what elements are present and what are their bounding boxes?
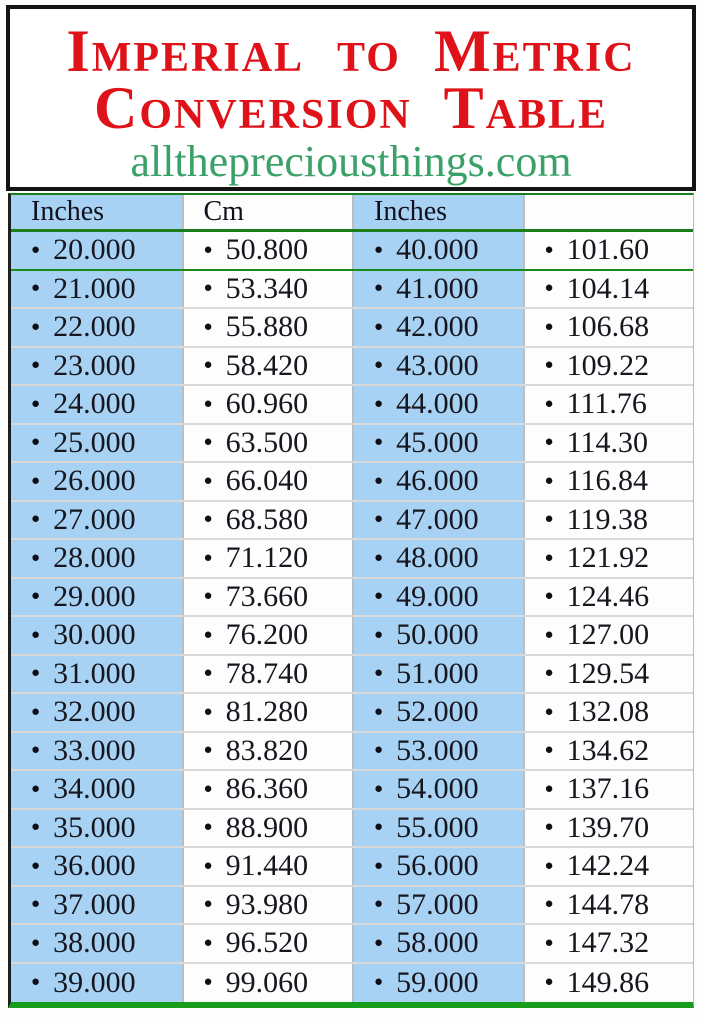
table-row: [11, 425, 693, 464]
cm-right-cell: [523, 502, 694, 539]
table-row: [11, 771, 693, 810]
bullet-icon: ●: [203, 395, 213, 412]
bullet-icon: ●: [203, 780, 213, 797]
cm-right-cell: [523, 386, 694, 423]
cell-value: 25.000: [53, 425, 136, 459]
cm-left-cell: [182, 656, 353, 693]
cell-value: 127.00: [566, 618, 650, 652]
bullet-icon: ●: [203, 357, 213, 374]
inches-right-cell: [352, 887, 523, 924]
cell-value: 56.000: [396, 849, 479, 883]
inches-right-cell: [352, 964, 523, 1003]
bullet-icon: ●: [31, 742, 41, 759]
bullet-icon: ●: [374, 472, 384, 489]
bullet-icon: ●: [544, 896, 554, 913]
cell-value: 147.32: [566, 926, 650, 960]
cell-value: 32.000: [53, 695, 136, 729]
table-row: [11, 348, 693, 387]
table-header-row: [11, 195, 693, 232]
cm-right-cell: [523, 425, 694, 462]
inches-right-cell: [352, 810, 523, 847]
cell-value: 24.000: [53, 387, 136, 421]
cm-left-cell: [182, 540, 353, 577]
bullet-icon: ●: [31, 626, 41, 643]
inches-left-cell: [11, 656, 182, 693]
bullet-icon: ●: [31, 588, 41, 605]
bullet-icon: ●: [203, 819, 213, 836]
inches-left-cell: [11, 502, 182, 539]
inches-right-cell: [352, 502, 523, 539]
inches-left-cell: [11, 733, 182, 770]
bullet-icon: ●: [374, 280, 384, 297]
bullet-icon: ●: [31, 665, 41, 682]
bullet-icon: ●: [31, 974, 41, 991]
inches-right-cell: [352, 271, 523, 308]
bullet-icon: ●: [31, 280, 41, 297]
cell-value: 86.360: [225, 772, 309, 806]
bullet-icon: ●: [374, 819, 384, 836]
bullet-icon: ●: [203, 549, 213, 566]
cell-value: 106.68: [566, 310, 650, 344]
table-row: [11, 232, 693, 271]
cell-value: 71.120: [225, 541, 309, 575]
inches-left-cell: [11, 579, 182, 616]
cell-value: 39.000: [53, 965, 136, 999]
inches-right-cell: [352, 694, 523, 731]
header-cell-cm-left: Cm: [182, 195, 353, 229]
cell-value: 44.000: [396, 387, 479, 421]
cm-right-cell: [523, 771, 694, 808]
cm-right-cell: [523, 309, 694, 346]
cell-value: 66.040: [225, 464, 309, 498]
bullet-icon: ●: [31, 318, 41, 335]
bullet-icon: ●: [544, 703, 554, 720]
inches-left-cell: [11, 964, 182, 1003]
cm-right-cell: [523, 463, 694, 500]
cell-value: 144.78: [566, 887, 650, 921]
inches-right-cell: [352, 386, 523, 423]
bullet-icon: ●: [31, 395, 41, 412]
cell-value: 149.86: [566, 965, 650, 999]
cell-value: 93.980: [225, 887, 309, 921]
cell-value: 83.820: [225, 733, 309, 767]
cell-value: 76.200: [225, 618, 309, 652]
bullet-icon: ●: [374, 857, 384, 874]
cm-right-cell: [523, 271, 694, 308]
cm-left-cell: [182, 271, 353, 308]
cm-right-cell: [523, 887, 694, 924]
cm-left-cell: [182, 733, 353, 770]
cell-value: 58.420: [225, 348, 309, 382]
cell-value: 134.62: [566, 733, 650, 767]
cm-right-cell: [523, 540, 694, 577]
bullet-icon: ●: [544, 665, 554, 682]
cell-value: 88.900: [225, 810, 309, 844]
inches-left-cell: [11, 348, 182, 385]
cell-value: 81.280: [225, 695, 309, 729]
cm-right-cell: [523, 579, 694, 616]
cell-value: 50.800: [225, 233, 309, 267]
bullet-icon: ●: [203, 742, 213, 759]
cm-right-cell: [523, 810, 694, 847]
bullet-icon: ●: [544, 549, 554, 566]
page-title-line-2: Conversion Table: [93, 75, 609, 141]
bullet-icon: ●: [203, 241, 213, 258]
cell-value: 28.000: [53, 541, 136, 575]
bullet-icon: ●: [31, 434, 41, 451]
inches-left-cell: [11, 810, 182, 847]
cell-value: 29.000: [53, 579, 136, 613]
cell-value: 137.16: [566, 772, 650, 806]
cm-left-cell: [182, 232, 353, 269]
table-row: [11, 887, 693, 926]
cell-value: 37.000: [53, 887, 136, 921]
inches-left-cell: [11, 887, 182, 924]
inches-left-cell: [11, 309, 182, 346]
cell-value: 27.000: [53, 502, 136, 536]
header-cell-inches-right: Inches: [352, 195, 523, 229]
cm-right-cell: [523, 232, 694, 269]
inches-right-cell: [352, 309, 523, 346]
bullet-icon: ●: [203, 472, 213, 489]
cell-value: 22.000: [53, 310, 136, 344]
inches-right-cell: [352, 771, 523, 808]
cm-right-cell: [523, 694, 694, 731]
cell-value: 46.000: [396, 464, 479, 498]
inches-left-cell: [11, 617, 182, 654]
cell-value: 116.84: [566, 464, 648, 498]
table-row: [11, 579, 693, 618]
bullet-icon: ●: [203, 703, 213, 720]
table-row: [11, 848, 693, 887]
cm-left-cell: [182, 925, 353, 962]
cm-left-cell: [182, 309, 353, 346]
inches-right-cell: [352, 425, 523, 462]
inches-right-cell: [352, 232, 523, 269]
inches-left-cell: [11, 463, 182, 500]
cell-value: 40.000: [396, 233, 479, 267]
page-title-line-1: Imperial to Metric: [66, 18, 636, 84]
cell-value: 26.000: [53, 464, 136, 498]
inches-right-cell: [352, 540, 523, 577]
cell-value: 34.000: [53, 772, 136, 806]
header-cell-cm-right: [523, 195, 694, 229]
cell-value: 58.000: [396, 926, 479, 960]
cm-left-cell: [182, 579, 353, 616]
cell-value: 78.740: [225, 656, 309, 690]
cell-value: 129.54: [566, 656, 650, 690]
cell-value: 139.70: [566, 810, 650, 844]
inches-right-cell: [352, 617, 523, 654]
cell-value: 59.000: [396, 965, 479, 999]
table-body: [11, 232, 693, 1002]
table-row: [11, 617, 693, 656]
cm-right-cell: [523, 964, 694, 1003]
bullet-icon: ●: [374, 434, 384, 451]
bullet-icon: ●: [374, 896, 384, 913]
cell-value: 21.000: [53, 271, 136, 305]
cell-value: 121.92: [566, 541, 650, 575]
bullet-icon: ●: [544, 974, 554, 991]
bullet-icon: ●: [31, 357, 41, 374]
bullet-icon: ●: [203, 511, 213, 528]
bullet-icon: ●: [203, 588, 213, 605]
header-cell-inches-left: Inches: [11, 195, 182, 229]
bullet-icon: ●: [31, 857, 41, 874]
cm-left-cell: [182, 964, 353, 1003]
bullet-icon: ●: [374, 780, 384, 797]
inches-left-cell: [11, 540, 182, 577]
bullet-icon: ●: [203, 974, 213, 991]
inches-right-cell: [352, 463, 523, 500]
cm-left-cell: [182, 463, 353, 500]
bullet-icon: ●: [544, 434, 554, 451]
cell-value: 124.46: [566, 579, 650, 613]
cell-value: 119.38: [566, 502, 648, 536]
cell-value: 91.440: [225, 849, 309, 883]
cm-left-cell: [182, 848, 353, 885]
bullet-icon: ●: [544, 819, 554, 836]
inches-right-cell: [352, 925, 523, 962]
bullet-icon: ●: [31, 934, 41, 951]
cell-value: 111.76: [566, 387, 647, 421]
inches-left-cell: [11, 694, 182, 731]
bullet-icon: ●: [31, 896, 41, 913]
table-row: [11, 656, 693, 695]
cell-value: 132.08: [566, 695, 650, 729]
inches-right-cell: [352, 348, 523, 385]
cell-value: 48.000: [396, 541, 479, 575]
table-row: [11, 964, 693, 1003]
bullet-icon: ●: [203, 857, 213, 874]
inches-left-cell: [11, 925, 182, 962]
table-row: [11, 271, 693, 310]
bullet-icon: ●: [544, 241, 554, 258]
cell-value: 114.30: [566, 425, 648, 459]
bullet-icon: ●: [203, 665, 213, 682]
bullet-icon: ●: [374, 588, 384, 605]
bullet-icon: ●: [544, 857, 554, 874]
bullet-icon: ●: [374, 549, 384, 566]
bullet-icon: ●: [374, 742, 384, 759]
table-row: [11, 463, 693, 502]
cell-value: 50.000: [396, 618, 479, 652]
bullet-icon: ●: [374, 357, 384, 374]
bullet-icon: ●: [544, 742, 554, 759]
cell-value: 38.000: [53, 926, 136, 960]
cell-value: 41.000: [396, 271, 479, 305]
bullet-icon: ●: [374, 626, 384, 643]
cm-left-cell: [182, 617, 353, 654]
cell-value: 96.520: [225, 926, 309, 960]
bullet-icon: ●: [374, 703, 384, 720]
cell-value: 31.000: [53, 656, 136, 690]
inches-left-cell: [11, 771, 182, 808]
bullet-icon: ●: [31, 703, 41, 720]
cell-value: 43.000: [396, 348, 479, 382]
cell-value: 23.000: [53, 348, 136, 382]
bullet-icon: ●: [544, 780, 554, 797]
bullet-icon: ●: [203, 318, 213, 335]
cm-right-cell: [523, 925, 694, 962]
cell-value: 42.000: [396, 310, 479, 344]
inches-left-cell: [11, 848, 182, 885]
inches-left-cell: [11, 232, 182, 269]
bullet-icon: ●: [544, 626, 554, 643]
bullet-icon: ●: [544, 472, 554, 489]
cell-value: 73.660: [225, 579, 309, 613]
bullet-icon: ●: [203, 280, 213, 297]
bullet-icon: ●: [31, 549, 41, 566]
bullet-icon: ●: [31, 819, 41, 836]
cell-value: 35.000: [53, 810, 136, 844]
cell-value: 36.000: [53, 849, 136, 883]
bullet-icon: ●: [374, 934, 384, 951]
cm-left-cell: [182, 771, 353, 808]
bullet-icon: ●: [31, 472, 41, 489]
conversion-table: [8, 193, 694, 1008]
cell-value: 53.000: [396, 733, 479, 767]
cm-right-cell: [523, 348, 694, 385]
bullet-icon: ●: [374, 511, 384, 528]
bullet-icon: ●: [374, 241, 384, 258]
cell-value: 57.000: [396, 887, 479, 921]
cm-left-cell: [182, 502, 353, 539]
inches-left-cell: [11, 271, 182, 308]
bullet-icon: ●: [544, 934, 554, 951]
bullet-icon: ●: [544, 357, 554, 374]
bullet-icon: ●: [203, 934, 213, 951]
cell-value: 52.000: [396, 695, 479, 729]
cm-right-cell: [523, 848, 694, 885]
table-row: [11, 386, 693, 425]
bullet-icon: ●: [203, 434, 213, 451]
bullet-icon: ●: [374, 665, 384, 682]
cell-value: 47.000: [396, 502, 479, 536]
cell-value: 33.000: [53, 733, 136, 767]
cm-left-cell: [182, 887, 353, 924]
table-row: [11, 309, 693, 348]
bullet-icon: ●: [544, 280, 554, 297]
cell-value: 30.000: [53, 618, 136, 652]
bullet-icon: ●: [31, 780, 41, 797]
cm-left-cell: [182, 425, 353, 462]
table-row: [11, 502, 693, 541]
cell-value: 49.000: [396, 579, 479, 613]
cm-left-cell: [182, 348, 353, 385]
title-card: [6, 5, 696, 191]
cell-value: 54.000: [396, 772, 479, 806]
cell-value: 63.500: [225, 425, 309, 459]
table-row: [11, 694, 693, 733]
bullet-icon: ●: [544, 395, 554, 412]
bullet-icon: ●: [203, 626, 213, 643]
bullet-icon: ●: [544, 588, 554, 605]
table-row: [11, 733, 693, 772]
table-row: [11, 540, 693, 579]
cell-value: 55.880: [225, 310, 309, 344]
cm-left-cell: [182, 810, 353, 847]
cell-value: 99.060: [225, 965, 309, 999]
inches-right-cell: [352, 579, 523, 616]
cm-right-cell: [523, 617, 694, 654]
cm-right-cell: [523, 656, 694, 693]
cell-value: 20.000: [53, 233, 136, 267]
bullet-icon: ●: [31, 511, 41, 528]
bullet-icon: ●: [31, 241, 41, 258]
cell-value: 142.24: [566, 849, 650, 883]
table-row: [11, 810, 693, 849]
cell-value: 68.580: [225, 502, 309, 536]
table-row: [11, 925, 693, 964]
bullet-icon: ●: [203, 896, 213, 913]
bullet-icon: ●: [374, 318, 384, 335]
cell-value: 51.000: [396, 656, 479, 690]
bullet-icon: ●: [544, 318, 554, 335]
cell-value: 104.14: [566, 271, 650, 305]
cell-value: 101.60: [566, 233, 650, 267]
inches-right-cell: [352, 733, 523, 770]
inches-left-cell: [11, 425, 182, 462]
inches-right-cell: [352, 656, 523, 693]
cell-value: 53.340: [225, 271, 309, 305]
cell-value: 55.000: [396, 810, 479, 844]
website-url: allthepreciousthings.com: [130, 137, 572, 186]
cm-left-cell: [182, 386, 353, 423]
bullet-icon: ●: [374, 974, 384, 991]
inches-left-cell: [11, 386, 182, 423]
inches-right-cell: [352, 848, 523, 885]
cell-value: 60.960: [225, 387, 309, 421]
cell-value: 109.22: [566, 348, 650, 382]
bullet-icon: ●: [544, 511, 554, 528]
bullet-icon: ●: [374, 395, 384, 412]
cm-right-cell: [523, 733, 694, 770]
cell-value: 45.000: [396, 425, 479, 459]
cm-left-cell: [182, 694, 353, 731]
